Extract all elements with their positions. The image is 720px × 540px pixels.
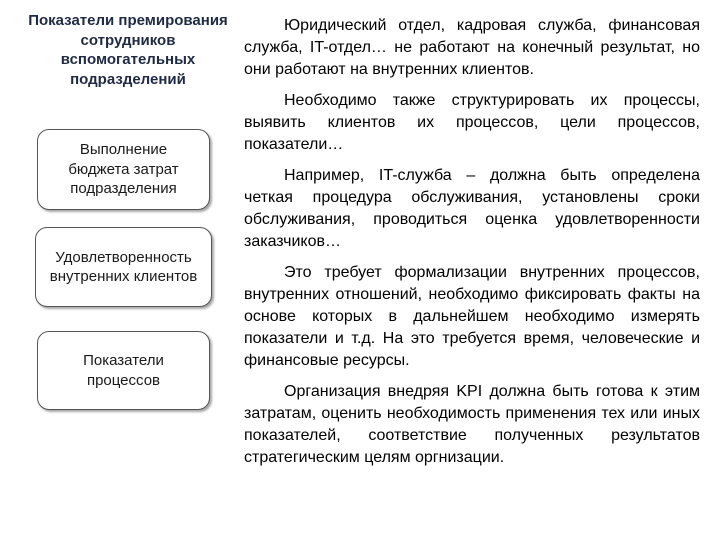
paragraph-structure-processes: Необходимо также структурировать их процессы, выявить клиентов их процессов, цели процессов, показатели… — [244, 92, 700, 153]
internal-client-satisfaction-box — [35, 227, 212, 307]
process-indicators-label: Показатели процессов — [83, 352, 164, 389]
paragraph-support-departments: Юридический отдел, кадровая служба, финансовая служба, IT-отдел… не работают на конечный результат, но они работают на внутренних клиентов. — [244, 17, 700, 78]
budget-execution-label: Выполнение бюджета затрат подразделения — [68, 141, 179, 198]
paragraph-it-example: Например, IT-служба – должна быть определена четкая процедура обслуживания, установлены сроки обслуживания, проводиться оценка удовлетворенности заказчиков… — [244, 167, 700, 250]
budget-execution-box — [37, 129, 210, 210]
internal-client-satisfaction-label: Удовлетворенность внутренних клиентов — [49, 248, 198, 285]
bonus-indicators-title: Показатели премирования сотрудников вспомогательных подразделений — [28, 12, 228, 88]
paragraph-kpi-readiness: Организация внедряя KPI должна быть готова к этим затратам, оценить необходимость применения тех или иных показателей, соответствие полученных результатов стратегическим целям оргнизации. — [244, 383, 700, 466]
paragraph-formalization: Это требует формализации внутренних процессов, внутренних отношений, необходимо фиксировать факты на основе которых в дальнейшем необходимо измерять показатели и т.д. На это требуется время, человеческие и финансовые ресурсы. — [244, 264, 700, 369]
process-indicators-box — [37, 331, 210, 410]
explanation-text — [244, 15, 700, 478]
